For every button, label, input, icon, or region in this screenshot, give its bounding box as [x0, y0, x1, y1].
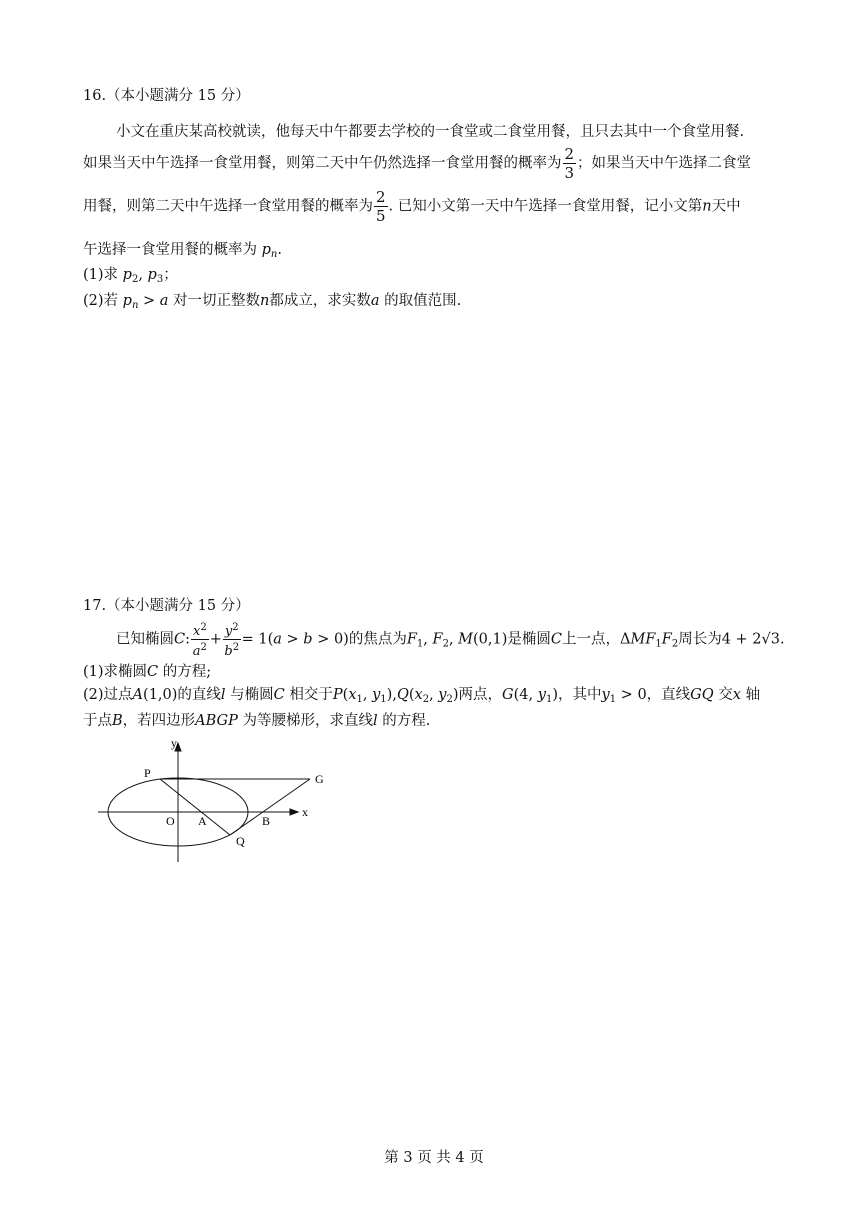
q16-sub2: (2)若 $p_n > a$ 对一切正整数n都成立，求实数a 的取值范围. [83, 293, 462, 311]
q16-sub1: (1)求 $p_2$, $p_3$； [83, 267, 178, 285]
fraction-x2-a2: $\frac{x^2}{a^2}$ [192, 622, 207, 659]
q17-sub1: (1)求椭圆C 的方程; [83, 664, 212, 680]
q17-sub2: (2)过点A(1,0)的直线l 与椭圆C 相交于$P(x_1$, $y_1),Q(x_2$, $y_2$)两点，G(4, $y_1$)，其中$y_1 > 0$，直线GQ 交x 轴 [83, 687, 761, 705]
q16-line2: 如果当天中午选择一食堂用餐，则第二天中午仍然选择一食堂用餐的概率为 $\frac{2}{3}$ ；如果当天中午选择二食堂 [83, 145, 752, 182]
q16-line3: 用餐，则第二天中午选择一食堂用餐的概率为 $\frac{2}{5}$ . 已知小文第一天中午选择一食堂用餐，记小文第n天中 [83, 188, 741, 225]
label-a: A [198, 814, 207, 828]
ellipse-figure [90, 735, 330, 870]
q16-header: 16.（本小题满分 15 分） [83, 88, 250, 104]
page-footer: 第 3 页 共 4 页 [384, 1150, 484, 1166]
x-axis-arrow [290, 809, 298, 815]
fraction-y2-b2: $\frac{y^2}{b^2}$ [224, 622, 240, 659]
fraction-two-fifths: $\frac{2}{5}$ [376, 188, 386, 225]
label-p: P [144, 766, 151, 780]
label-g: G [315, 772, 324, 786]
label-x: x [302, 805, 308, 819]
q16-line1: 小文在重庆某高校就读，他每天中午都要去学校的一食堂或二食堂用餐，且只去其中一个食堂用餐. [116, 124, 745, 140]
label-y: y [171, 736, 177, 750]
q17-line3: 于点B，若四边形ABGP 为等腰梯形，求直线l 的方程. [83, 713, 431, 729]
label-b: B [262, 814, 271, 828]
q17-header: 17.（本小题满分 15 分） [83, 598, 250, 614]
label-o: O [166, 814, 175, 828]
label-q: Q [236, 834, 245, 848]
fraction-two-thirds: $\frac{2}{3}$ [564, 145, 575, 182]
q16-line4: 午选择一食堂用餐的概率为 $p_n$. [83, 242, 282, 260]
q17-line1: 已知椭圆C: $\frac{x^2}{a^2}$ + $\frac{y^2}{b^2}$ = 1(a > b > 0)的焦点为$F_1$, $F_2$, M(0,1)是椭圆C上一点，$\Delta MF_1F_2$周长为4 + 2√3. [116, 622, 785, 659]
